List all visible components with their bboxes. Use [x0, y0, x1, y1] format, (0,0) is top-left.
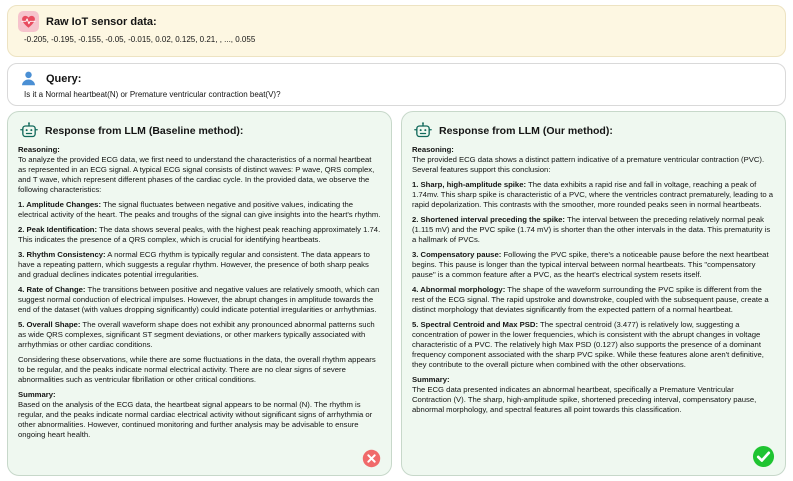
- reasoning-point: 2. Peak Identification: The data shows several peaks, with the highest peak reaching approximately 1.74. This indicates the presence of a QRS complex, which is crucial for identifying heartbeats.: [18, 225, 381, 244]
- response-panels: [7, 111, 786, 476]
- reasoning-point: 1. Amplitude Changes: The signal fluctuates between negative and positive values, indicating the electrical activity of the heart. The peaks and troughs of the signal can give insights into the heart's rhythm.: [18, 200, 381, 219]
- reasoning-point: 2. Shortened interval preceding the spike: The interval between the preceding relatively normal peak (1.115 mV) and the PVC spike (1.74 mV) is shorter than the other intervals in the data. This prematurity is a hallmark of PVCs.: [412, 215, 771, 244]
- user-icon: [18, 68, 39, 89]
- reasoning-point: 1. Sharp, high-amplitude spike: The data exhibits a rapid rise and fall in voltage, reaching a peak of 1.74mv. This sharp spike is characteristic of a PVC, where the ventricles contract prematurely, leading to a rapid depolarization. This contrasts with the smoother, more rounded peaks seen in normal heartbeats.: [412, 180, 774, 209]
- summary-label: Summary:: [18, 390, 56, 399]
- ours-panel-title: Response from LLM (Our method):: [439, 124, 613, 137]
- ours-response-panel: [401, 111, 786, 476]
- reasoning-point: 4. Rate of Change: The transitions between positive and negative values are relatively smooth, which can suggest normal conduction of electrical impulses. However, the abrupt changes in amplitude towards the end of the dataset (with values dropping significantly) could indicate potential irregularities or arrhythmias.: [18, 285, 380, 314]
- reasoning-intro: To analyze the provided ECG data, we first need to understand the characteristics of a normal heartbeat as represented in an ECG signal. A typical ECG signal consists of distinct waves: P wave, QRS complex, and T wave, which represent different phases of the cardiac cycle. In the provided data, we observe the following characteristics:: [18, 155, 375, 194]
- summary-text: The ECG data presented indicates an abnormal heartbeat, specifically a Premature Ventricular Contraction (V). The sharp, high-amplitude spike, shortened preceding interval, compensatory pause, abnormal morphology, and spectral features all point towards this classification.: [412, 385, 757, 414]
- robot-icon: [412, 120, 433, 141]
- reasoning-point: 3. Compensatory pause: Following the PVC spike, there's a noticeable pause before the next heartbeat begins. This pause is longer than the typical interval between normal heartbeats. This "compensatory pause" is a common feature after a PVC, as the heart's electrical system resets itself.: [412, 250, 769, 279]
- reasoning-closing: Considering these observations, while there are some fluctuations in the data, the overall rhythm appears to be regular, and the peaks indicate normal electrical activity. There are no clear signs of severe abnormalities such as ventricular fibrillation or other critical conditions.: [18, 355, 376, 384]
- sensor-data-values: -0.205, -0.195, -0.155, -0.05, -0.015, 0.02, 0.125, 0.21, , ..., 0.055: [24, 35, 256, 44]
- sensor-data-box: [7, 5, 786, 57]
- baseline-panel-body: [18, 145, 381, 440]
- reasoning-point: 5. Overall Shape: The overall waveform shape does not exhibit any pronounced abnormal patterns such as wide QRS complexes, significant ST segment deviations, or other markers typically associated with arrhythmias or other cardiac conditions.: [18, 320, 375, 349]
- reasoning-point: 3. Rhythm Consistency: A normal ECG rhythm is typically regular and consistent. The data appears to have a repeating pattern, which suggests a regular rhythm. However, the presence of both sharp peaks and gradual declines indicates potential irregularities.: [18, 250, 370, 279]
- summary-label: Summary:: [412, 375, 450, 384]
- reasoning-label: Reasoning:: [18, 145, 60, 154]
- cross-icon: [362, 449, 381, 468]
- baseline-panel-title: Response from LLM (Baseline method):: [45, 124, 244, 137]
- query-title: Query:: [46, 72, 82, 85]
- reasoning-point: 4. Abnormal morphology: The shape of the waveform surrounding the PVC spike is different from the rest of the ECG signal. The rapid upstroke and downstroke, coupled with the subsequent pause, create a distinct morphology that deviates significantly from the expected pattern of a normal heartbeat.: [412, 285, 769, 314]
- baseline-response-panel: [7, 111, 392, 476]
- check-icon: [752, 445, 775, 468]
- query-text: Is it a Normal heartbeat(N) or Premature ventricular contraction beat(V)?: [24, 90, 281, 99]
- query-box: [7, 63, 786, 106]
- heart-ecg-icon: [18, 11, 39, 32]
- reasoning-point: 5. Spectral Centroid and Max PSD: The spectral centroid (3.477) is relatively low, suggesting a concentration of power in the lower frequencies, which is consistent with the abrupt changes in voltage characteristic of a PVC. The relatively high Max PSD (0.127) also supports the presence of a dominant frequency component associated with the sharp PVC spike. While these features alone aren't definitive, they contribute to the overall picture when combined with the other observations.: [412, 320, 764, 369]
- summary-text: Based on the analysis of the ECG data, the heartbeat signal appears to be normal (N). The rhythm is regular, and the peaks indicate normal cardiac electrical activity without significant signs of arrhythmia or other abnormalities. However, continued monitoring and further analysis may be advisable to ensure ongoing heart health.: [18, 400, 373, 439]
- sensor-data-title: Raw IoT sensor data:: [46, 15, 157, 28]
- reasoning-intro: The provided ECG data shows a distinct pattern indicative of a premature ventricular contraction (PVC). Several features support this conclusion:: [412, 155, 765, 174]
- robot-icon: [18, 120, 39, 141]
- ours-panel-body: [412, 145, 775, 415]
- reasoning-label: Reasoning:: [412, 145, 454, 154]
